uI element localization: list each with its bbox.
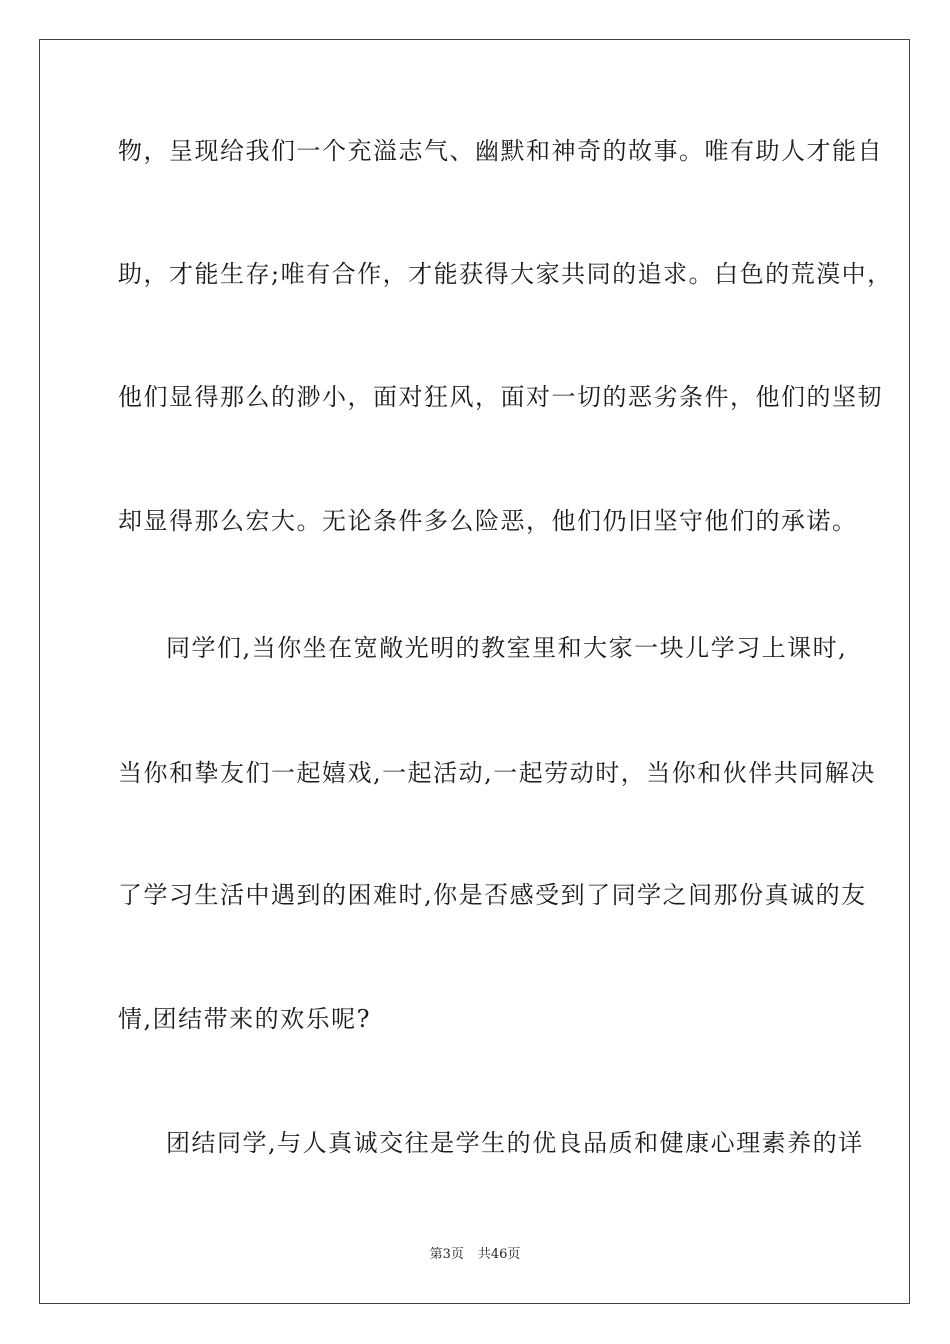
text-line-9: 团结同学,与人真诚交往是学生的优良品质和健康心理素养的详 xyxy=(166,1129,864,1157)
text-line-7: 了学习生活中遇到的困难时,你是否感受到了同学之间那份真诚的友 xyxy=(118,881,867,909)
text-line-2: 助，才能生存;唯有合作，才能获得大家共同的追求。白色的荒漠中， xyxy=(118,260,893,288)
text-line-5: 同学们,当你坐在宽敞光明的教室里和大家一块儿学习上课时, xyxy=(166,634,848,662)
text-line-3: 他们显得那么的渺小，面对狂风，面对一切的恶劣条件，他们的坚韧 xyxy=(118,383,883,411)
page-number: 第3页 xyxy=(429,1247,464,1262)
page-footer xyxy=(0,1247,950,1263)
text-line-4: 却显得那么宏大。无论条件多么险恶，他们仍旧坚守他们的承诺。 xyxy=(118,507,858,535)
page-border xyxy=(39,39,910,1304)
text-line-1: 物，呈现给我们一个充溢志气、幽默和神奇的故事。唯有助人才能自 xyxy=(118,137,883,165)
text-line-6: 当你和挚友们一起嬉戏,一起活动,一起劳动时，当你和伙伴共同解决 xyxy=(118,759,876,787)
text-line-8: 情,团结带来的欢乐呢? xyxy=(118,1005,371,1033)
total-pages: 共46页 xyxy=(477,1247,521,1262)
